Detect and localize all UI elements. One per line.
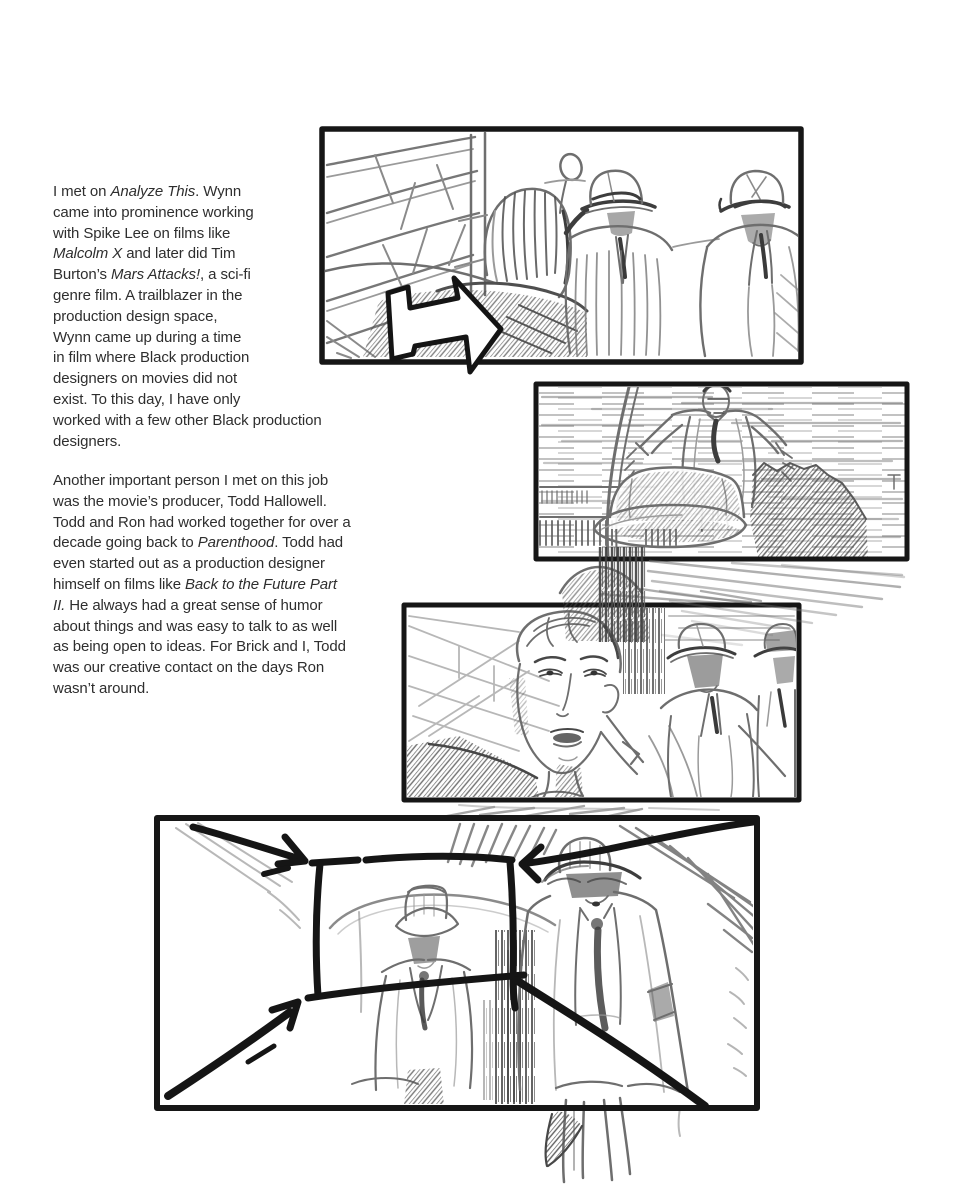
coat-collar-sketch bbox=[601, 716, 697, 797]
storyboard-panel-2 bbox=[532, 379, 910, 657]
text-line: as being open to ideas. For Brick and I, Todd bbox=[53, 638, 346, 656]
text-line: Wynn came up during a time bbox=[53, 328, 242, 346]
text-line: II. He always had a great sense of humor bbox=[53, 596, 323, 614]
paragraph-2 bbox=[53, 471, 351, 700]
panel-4-pencil-art bbox=[176, 823, 756, 1105]
panel-2-pencil-art bbox=[539, 385, 905, 557]
text-line: production design space, bbox=[53, 307, 218, 325]
smudges-below bbox=[459, 805, 719, 810]
text-line: decade going back to Parenthood. Todd had bbox=[53, 534, 344, 552]
street-lamp-sketch bbox=[545, 152, 585, 213]
text-line: was our creative contact on the days Ron bbox=[53, 659, 325, 677]
storyboard-panel-1 bbox=[319, 125, 809, 377]
right-man-sketch bbox=[518, 838, 688, 1092]
right-edge-squiggles bbox=[728, 968, 748, 1076]
text-line: Another important person I met on this job bbox=[53, 472, 329, 489]
text-line: genre film. A trailblazer in the bbox=[53, 286, 243, 304]
text-line: with Spike Lee on films like bbox=[53, 224, 231, 242]
text-line: Burton’s Mars Attacks!, a sci-fi bbox=[53, 266, 251, 284]
text-line: exist. To this day, I have only bbox=[53, 390, 241, 408]
framed-man-sketch bbox=[352, 886, 472, 1105]
text-line: Malcolm X and later did Tim bbox=[53, 245, 236, 263]
paragraph-1 bbox=[53, 182, 322, 452]
text-line: I met on Analyze This. Wynn bbox=[53, 183, 242, 200]
text-line: in film where Black production bbox=[53, 349, 250, 367]
text-line: himself on films like Back to the Future Part bbox=[53, 575, 337, 593]
text-line: worked with a few other Black production bbox=[53, 411, 322, 429]
text-line: was the movie’s producer, Todd Hallowell. bbox=[53, 492, 327, 510]
text-line: wasn’t around. bbox=[53, 679, 150, 697]
text-line: about things and was easy to talk to as well bbox=[53, 617, 338, 635]
text-line: designers. bbox=[53, 432, 122, 450]
text-line: even started out as a production designer bbox=[53, 555, 325, 573]
text-line: came into prominence working bbox=[53, 203, 254, 221]
text-line: designers on movies did not bbox=[53, 370, 238, 388]
shoulder-shadow bbox=[407, 736, 539, 797]
fedora-man-2 bbox=[700, 171, 809, 356]
foreground-figure-bleed bbox=[560, 547, 904, 645]
storyboard-panel-4 bbox=[152, 800, 766, 1192]
text-line: Todd and Ron had worked together for over a bbox=[53, 513, 351, 531]
